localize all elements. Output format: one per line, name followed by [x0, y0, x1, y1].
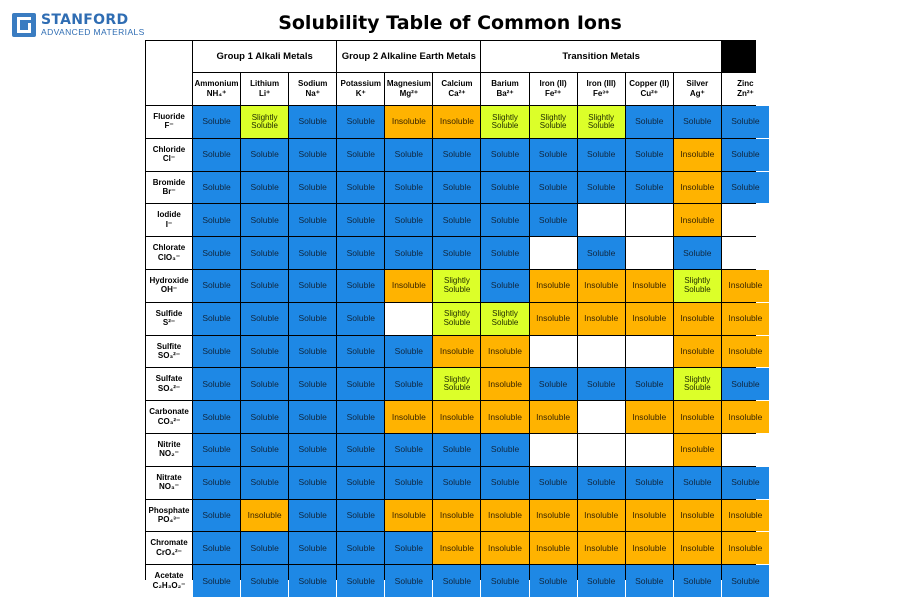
solubility-cell: Soluble	[530, 368, 577, 400]
solubility-cell: Soluble	[433, 172, 480, 204]
solubility-cell: Soluble	[626, 106, 673, 138]
anion-name: Acetate	[154, 571, 184, 581]
solubility-cell: Soluble	[289, 368, 336, 400]
solubility-cell	[385, 303, 432, 335]
solubility-cell: Insoluble	[530, 303, 577, 335]
solubility-cell: Insoluble	[530, 532, 577, 564]
solubility-cell: Soluble	[578, 565, 625, 597]
anion-formula: I⁻	[165, 219, 173, 229]
solubility-cell: Soluble	[385, 565, 432, 597]
solubility-cell: Insoluble	[626, 401, 673, 433]
cation-formula: Na⁺	[305, 88, 320, 98]
solubility-cell: Soluble	[626, 565, 673, 597]
solubility-cell: Soluble	[433, 139, 480, 171]
anion-name: Sulfite	[156, 341, 182, 351]
anion-name: Fluoride	[153, 112, 185, 121]
cation-header	[433, 73, 480, 105]
cation-header	[578, 73, 625, 105]
solubility-cell: Soluble	[193, 336, 240, 368]
anion-formula: Br⁻	[162, 186, 176, 196]
anion-header	[146, 401, 192, 433]
anion-name: Chromate	[150, 538, 188, 548]
solubility-cell: Insoluble	[481, 500, 528, 532]
solubility-cell: Soluble	[241, 204, 288, 236]
anion-header	[146, 532, 192, 564]
solubility-cell: Soluble	[385, 434, 432, 466]
solubility-cell: Soluble	[481, 270, 528, 302]
solubility-cell: Soluble	[385, 172, 432, 204]
solubility-cell: Soluble	[385, 237, 432, 269]
cation-name: Potassium	[340, 79, 381, 89]
solubility-cell	[578, 336, 625, 368]
solubility-cell: Soluble	[530, 139, 577, 171]
anion-formula: S²⁻	[162, 318, 176, 328]
solubility-cell: Soluble	[241, 303, 288, 335]
solubility-cell: Insoluble	[530, 270, 577, 302]
solubility-cell: Insoluble	[674, 139, 721, 171]
anion-header	[146, 565, 192, 597]
solubility-cell	[722, 237, 769, 269]
solubility-cell: Soluble	[385, 467, 432, 499]
group-header: Group 2 Alkaline Earth Metals	[337, 41, 480, 72]
anion-name: Sulfate	[155, 374, 183, 384]
anion-header	[146, 434, 192, 466]
cation-header	[722, 73, 769, 105]
solubility-cell: Soluble	[337, 467, 384, 499]
solubility-cell: Soluble	[193, 139, 240, 171]
solubility-cell: Soluble	[193, 500, 240, 532]
solubility-cell: Soluble	[193, 467, 240, 499]
solubility-cell: Soluble	[193, 237, 240, 269]
anion-header	[146, 106, 192, 138]
logo-subtitle: ADVANCED MATERIALS	[41, 27, 145, 38]
solubility-cell: Slightly Soluble	[578, 106, 625, 138]
anion-formula: PO₄³⁻	[157, 514, 181, 524]
solubility-cell: Insoluble	[578, 270, 625, 302]
cation-name: Barium	[491, 79, 519, 89]
solubility-cell: Slightly Soluble	[674, 270, 721, 302]
solubility-cell: Soluble	[722, 106, 769, 138]
anion-header	[146, 467, 192, 499]
cation-formula: Cu²⁺	[640, 88, 659, 98]
anion-formula: F⁻	[164, 121, 174, 131]
cation-name: Zinc	[737, 79, 754, 89]
solubility-cell	[578, 434, 625, 466]
solubility-cell	[578, 204, 625, 236]
solubility-cell: Soluble	[385, 532, 432, 564]
solubility-cell: Soluble	[337, 532, 384, 564]
solubility-cell: Soluble	[337, 270, 384, 302]
anion-header	[146, 237, 192, 269]
solubility-cell: Soluble	[289, 237, 336, 269]
solubility-cell	[626, 336, 673, 368]
anion-header	[146, 368, 192, 400]
anion-header	[146, 270, 192, 302]
anion-header	[146, 139, 192, 171]
solubility-cell: Insoluble	[626, 500, 673, 532]
anion-header	[146, 336, 192, 368]
table-corner	[146, 41, 192, 105]
solubility-cell	[722, 204, 769, 236]
anion-name: Chloride	[152, 144, 186, 154]
cation-formula: NH₄⁺	[206, 88, 227, 98]
anion-name: Chlorate	[152, 243, 186, 253]
cation-formula: K⁺	[355, 88, 366, 98]
cation-formula: Ag⁺	[689, 88, 705, 98]
solubility-cell: Insoluble	[626, 303, 673, 335]
solubility-cell: Soluble	[193, 532, 240, 564]
cation-name: Silver	[686, 79, 709, 89]
solubility-cell: Soluble	[578, 172, 625, 204]
anion-formula: ClO₃⁻	[157, 252, 181, 262]
solubility-cell: Soluble	[337, 204, 384, 236]
solubility-cell: Soluble	[241, 565, 288, 597]
solubility-cell: Slightly Soluble	[433, 270, 480, 302]
solubility-cell: Soluble	[530, 565, 577, 597]
solubility-cell: Soluble	[385, 139, 432, 171]
cation-header	[530, 73, 577, 105]
solubility-cell: Soluble	[481, 467, 528, 499]
solubility-cell: Insoluble	[433, 500, 480, 532]
solubility-cell: Soluble	[193, 106, 240, 138]
cation-header	[674, 73, 721, 105]
solubility-cell: Soluble	[674, 106, 721, 138]
solubility-cell: Insoluble	[674, 172, 721, 204]
solubility-cell: Slightly Soluble	[674, 368, 721, 400]
solubility-cell: Soluble	[385, 368, 432, 400]
solubility-cell	[530, 336, 577, 368]
solubility-cell: Insoluble	[385, 270, 432, 302]
solubility-cell: Insoluble	[578, 532, 625, 564]
solubility-cell: Soluble	[289, 303, 336, 335]
anion-name: Nitrite	[157, 439, 181, 449]
solubility-cell: Slightly Soluble	[433, 368, 480, 400]
solubility-cell: Slightly Soluble	[241, 106, 288, 138]
solubility-cell: Soluble	[241, 532, 288, 564]
solubility-cell: Insoluble	[722, 303, 769, 335]
solubility-cell: Soluble	[433, 204, 480, 236]
group-header: Transition Metals	[481, 41, 720, 72]
solubility-cell: Soluble	[530, 204, 577, 236]
solubility-cell: Slightly Soluble	[481, 303, 528, 335]
solubility-cell	[626, 237, 673, 269]
solubility-cell: Soluble	[241, 237, 288, 269]
solubility-cell: Soluble	[193, 172, 240, 204]
solubility-cell: Soluble	[433, 467, 480, 499]
anion-name: Hydroxide	[149, 275, 189, 285]
solubility-cell: Soluble	[337, 368, 384, 400]
solubility-cell: Soluble	[481, 172, 528, 204]
solubility-cell: Soluble	[289, 565, 336, 597]
anion-header	[146, 500, 192, 532]
cation-name: Magnesium	[386, 79, 431, 89]
solubility-cell: Soluble	[337, 500, 384, 532]
solubility-cell: Soluble	[337, 336, 384, 368]
cation-header	[289, 73, 336, 105]
solubility-cell: Soluble	[337, 303, 384, 335]
cation-header	[626, 73, 673, 105]
solubility-cell: Soluble	[241, 336, 288, 368]
solubility-cell: Insoluble	[722, 336, 769, 368]
anion-name: Bromide	[152, 177, 186, 187]
solubility-cell: Insoluble	[674, 401, 721, 433]
solubility-cell: Soluble	[337, 237, 384, 269]
solubility-cell: Soluble	[337, 106, 384, 138]
solubility-cell: Insoluble	[481, 401, 528, 433]
solubility-cell: Insoluble	[722, 532, 769, 564]
solubility-cell: Soluble	[722, 368, 769, 400]
solubility-cell: Soluble	[530, 172, 577, 204]
cation-name: Sodium	[298, 79, 328, 89]
solubility-cell: Insoluble	[722, 270, 769, 302]
cation-header	[241, 73, 288, 105]
solubility-cell: Insoluble	[674, 336, 721, 368]
anion-formula: C₂H₃O₂⁻	[152, 580, 186, 590]
anion-name: Sulfide	[155, 308, 183, 318]
anion-header	[146, 204, 192, 236]
solubility-cell: Soluble	[481, 565, 528, 597]
solubility-cell: Soluble	[433, 434, 480, 466]
solubility-cell: Insoluble	[385, 106, 432, 138]
solubility-cell: Insoluble	[241, 500, 288, 532]
solubility-cell: Soluble	[241, 434, 288, 466]
anion-header	[146, 172, 192, 204]
solubility-cell: Soluble	[433, 237, 480, 269]
solubility-cell: Insoluble	[674, 303, 721, 335]
solubility-cell: Soluble	[241, 139, 288, 171]
solubility-cell: Soluble	[241, 368, 288, 400]
solubility-cell: Soluble	[626, 368, 673, 400]
solubility-cell: Insoluble	[481, 336, 528, 368]
solubility-cell: Insoluble	[530, 500, 577, 532]
solubility-cell: Soluble	[578, 368, 625, 400]
cation-formula: Ba²⁺	[496, 88, 514, 98]
solubility-cell: Soluble	[337, 172, 384, 204]
solubility-cell: Soluble	[289, 172, 336, 204]
solubility-cell: Soluble	[193, 204, 240, 236]
solubility-cell: Soluble	[722, 467, 769, 499]
solubility-cell: Soluble	[481, 237, 528, 269]
solubility-cell: Soluble	[289, 106, 336, 138]
page-title: Solubility Table of Common Ions	[278, 12, 622, 34]
cation-name: Lithium	[250, 79, 280, 89]
logo-name: STANFORD	[41, 12, 129, 29]
anion-formula: NO₂⁻	[159, 449, 179, 459]
solubility-cell: Soluble	[193, 270, 240, 302]
solubility-cell: Insoluble	[578, 500, 625, 532]
cation-formula: Zn²⁺	[737, 88, 754, 98]
solubility-cell: Soluble	[481, 204, 528, 236]
anion-name: Iodide	[157, 210, 181, 220]
solubility-cell: Soluble	[385, 204, 432, 236]
solubility-cell: Insoluble	[674, 204, 721, 236]
cation-name: Copper (II)	[629, 79, 670, 89]
solubility-table	[145, 40, 763, 590]
solubility-cell: Soluble	[674, 237, 721, 269]
solubility-cell	[530, 237, 577, 269]
anion-formula: CO₃²⁻	[157, 416, 181, 426]
solubility-cell	[626, 434, 673, 466]
solubility-cell: Soluble	[481, 434, 528, 466]
solubility-cell: Soluble	[193, 303, 240, 335]
solubility-cell: Soluble	[289, 500, 336, 532]
solubility-cell: Slightly Soluble	[530, 106, 577, 138]
solubility-cell: Slightly Soluble	[481, 106, 528, 138]
cation-formula: Fe²⁺	[544, 88, 562, 98]
solubility-cell: Insoluble	[385, 500, 432, 532]
cation-name: Iron (II)	[539, 79, 567, 89]
solubility-cell: Soluble	[722, 565, 769, 597]
solubility-cell: Soluble	[578, 237, 625, 269]
solubility-cell: Soluble	[193, 565, 240, 597]
solubility-cell: Insoluble	[722, 401, 769, 433]
solubility-cell: Soluble	[193, 368, 240, 400]
anion-formula: SO₃²⁻	[157, 350, 181, 360]
solubility-cell: Soluble	[241, 401, 288, 433]
solubility-cell: Insoluble	[433, 336, 480, 368]
solubility-cell: Soluble	[289, 204, 336, 236]
solubility-cell: Soluble	[193, 401, 240, 433]
solubility-cell: Insoluble	[481, 532, 528, 564]
solubility-cell: Soluble	[481, 139, 528, 171]
solubility-cell: Insoluble	[530, 401, 577, 433]
solubility-cell: Insoluble	[433, 401, 480, 433]
solubility-cell: Slightly Soluble	[433, 303, 480, 335]
anion-formula: Cl⁻	[162, 154, 176, 164]
solubility-cell: Soluble	[385, 336, 432, 368]
solubility-cell: Soluble	[337, 401, 384, 433]
cation-formula: Ca²⁺	[448, 88, 466, 98]
solubility-cell: Soluble	[337, 565, 384, 597]
anion-name: Phosphate	[148, 505, 190, 515]
solubility-cell: Insoluble	[626, 270, 673, 302]
solubility-cell: Soluble	[241, 270, 288, 302]
solubility-cell	[722, 434, 769, 466]
solubility-cell: Insoluble	[433, 532, 480, 564]
anion-formula: SO₄²⁻	[157, 383, 181, 393]
solubility-cell: Insoluble	[433, 106, 480, 138]
solubility-cell: Insoluble	[722, 500, 769, 532]
solubility-cell: Soluble	[289, 434, 336, 466]
solubility-cell: Insoluble	[385, 401, 432, 433]
solubility-cell: Insoluble	[481, 368, 528, 400]
anion-name: Carbonate	[149, 407, 189, 417]
solubility-cell: Insoluble	[578, 303, 625, 335]
cation-formula: Fe³⁺	[593, 88, 610, 98]
anion-formula: CrO₄²⁻	[156, 547, 182, 557]
solubility-cell: Soluble	[674, 565, 721, 597]
cation-name: Ammonium	[194, 79, 239, 89]
solubility-cell: Soluble	[626, 172, 673, 204]
solubility-cell: Insoluble	[674, 434, 721, 466]
solubility-cell: Soluble	[289, 532, 336, 564]
cation-header	[337, 73, 384, 105]
solubility-cell	[626, 204, 673, 236]
solubility-cell: Soluble	[289, 467, 336, 499]
solubility-cell: Soluble	[337, 434, 384, 466]
solubility-cell	[530, 434, 577, 466]
cation-name: Iron (III)	[586, 79, 616, 89]
solubility-cell: Insoluble	[674, 532, 721, 564]
solubility-cell: Soluble	[578, 467, 625, 499]
solubility-cell: Soluble	[722, 139, 769, 171]
anion-formula: OH⁻	[160, 285, 178, 295]
solubility-cell: Soluble	[530, 467, 577, 499]
solubility-cell: Soluble	[289, 401, 336, 433]
anion-header	[146, 303, 192, 335]
solubility-cell: Soluble	[289, 270, 336, 302]
solubility-cell: Soluble	[289, 139, 336, 171]
solubility-cell: Soluble	[674, 467, 721, 499]
solubility-cell: Soluble	[337, 139, 384, 171]
cation-formula: Mg²⁺	[399, 88, 419, 98]
solubility-cell: Soluble	[626, 467, 673, 499]
solubility-cell: Insoluble	[626, 532, 673, 564]
solubility-cell	[578, 401, 625, 433]
cation-header	[193, 73, 240, 105]
solubility-cell: Soluble	[193, 434, 240, 466]
anion-name: Nitrate	[156, 472, 182, 482]
solubility-cell: Soluble	[433, 565, 480, 597]
solubility-cell: Soluble	[626, 139, 673, 171]
solubility-cell: Soluble	[578, 139, 625, 171]
cation-name: Calcium	[441, 79, 473, 89]
group-header: Group 1 Alkali Metals	[193, 41, 336, 72]
solubility-cell: Soluble	[289, 336, 336, 368]
solubility-cell: Insoluble	[674, 500, 721, 532]
solubility-cell: Soluble	[241, 172, 288, 204]
cation-header	[385, 73, 432, 105]
solubility-cell: Soluble	[241, 467, 288, 499]
cation-formula: Li⁺	[258, 88, 271, 98]
cation-header	[481, 73, 528, 105]
anion-formula: NO₃⁻	[159, 482, 179, 492]
solubility-cell: Soluble	[722, 172, 769, 204]
